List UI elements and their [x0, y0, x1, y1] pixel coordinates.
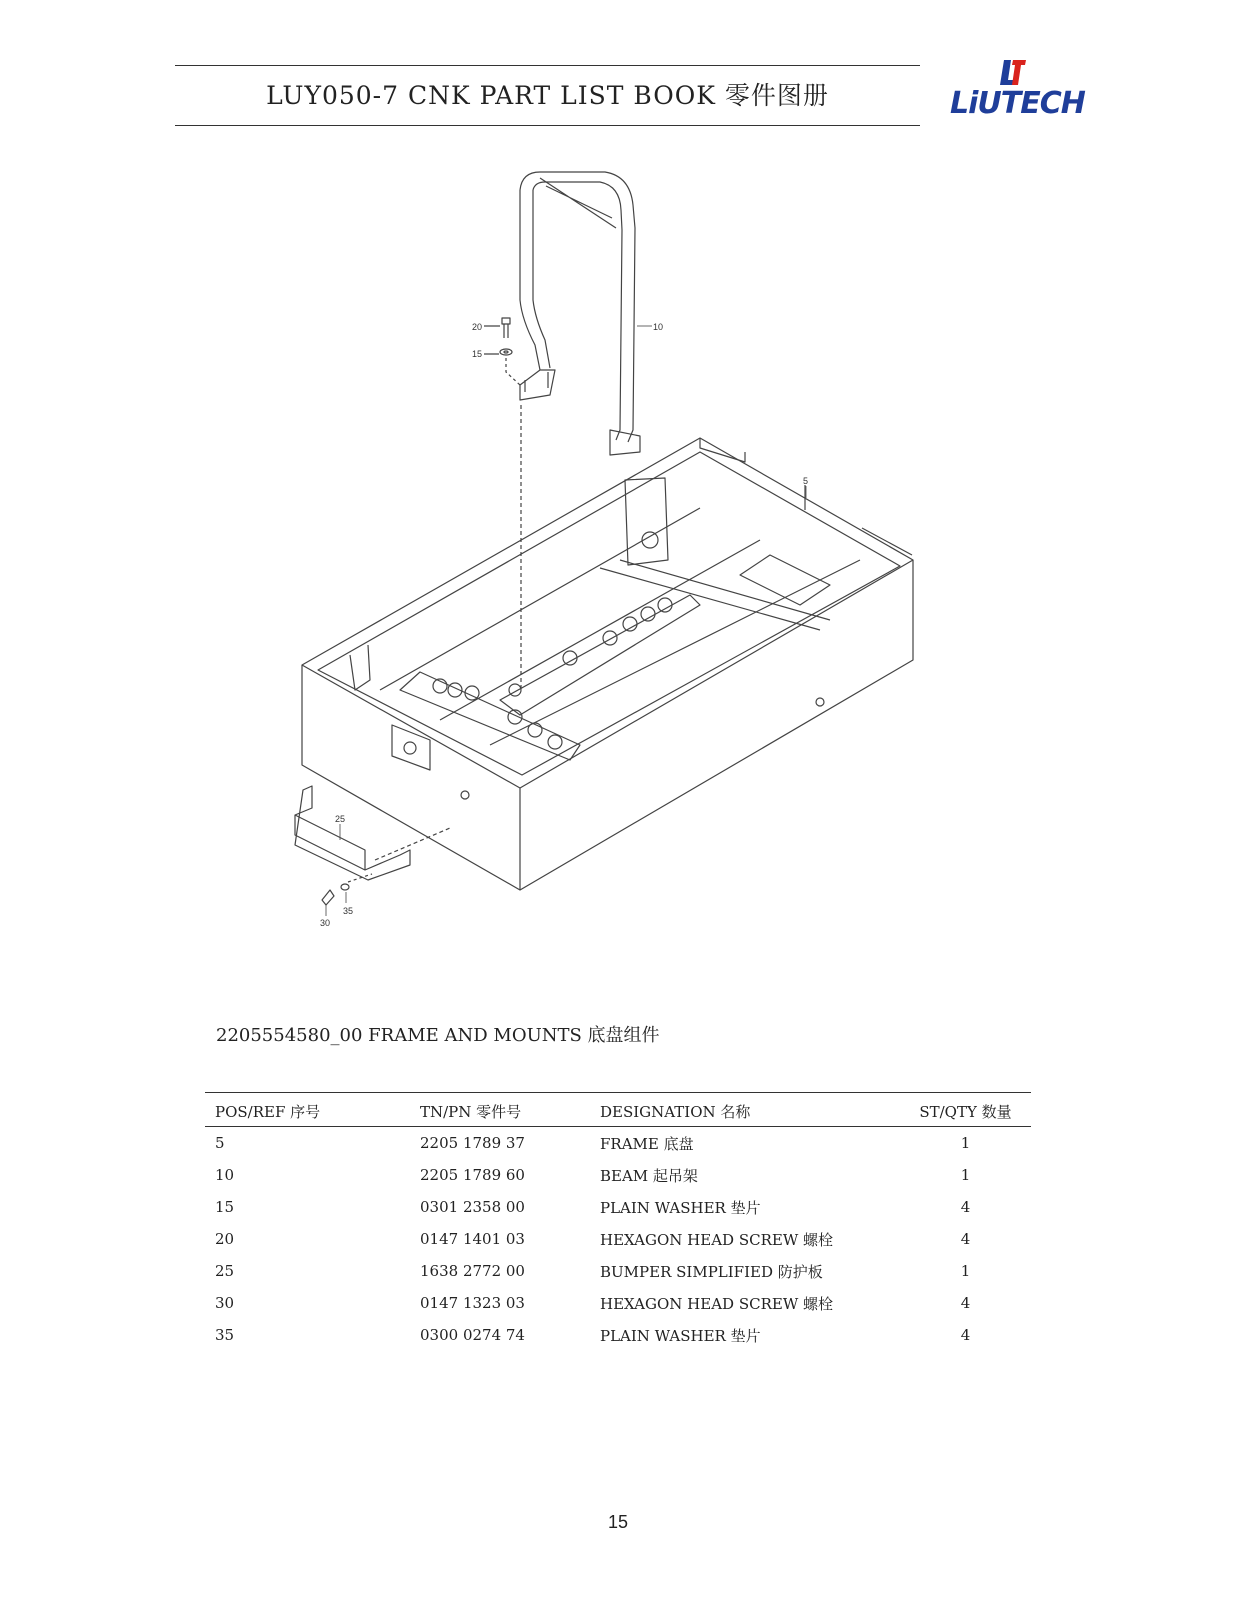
cell-designation: BEAM 起吊架: [600, 1166, 698, 1185]
cell-designation: PLAIN WASHER 垫片: [600, 1326, 761, 1345]
cell-pos: 30: [215, 1294, 235, 1312]
cell-designation: PLAIN WASHER 垫片: [600, 1198, 761, 1217]
cell-quantity: 4: [960, 1198, 971, 1216]
cell-part-number: 0301 2358 00: [420, 1198, 525, 1216]
callout-leaders: [326, 326, 809, 916]
callout-5: 5: [803, 476, 809, 486]
cell-pos: 25: [215, 1262, 235, 1280]
cell-pos: 5: [215, 1134, 225, 1152]
base-frame: [302, 438, 913, 890]
page-number: 15: [607, 1512, 629, 1532]
header-pos-ref: POS/REF 序号: [215, 1103, 321, 1121]
table-row: [205, 1287, 1031, 1319]
callout-15: 15: [472, 349, 483, 359]
header-designation: DESIGNATION 名称: [600, 1103, 751, 1121]
cell-designation: HEXAGON HEAD SCREW 螺栓: [600, 1294, 834, 1313]
page-title: LUY050-7 CNK PART LIST BOOK 零件图册: [266, 81, 829, 110]
cell-part-number: 0147 1323 03: [420, 1294, 525, 1312]
callout-35: 35: [343, 906, 354, 916]
cell-part-number: 1638 2772 00: [420, 1262, 525, 1280]
cell-quantity: 1: [960, 1134, 971, 1152]
cell-part-number: 2205 1789 60: [420, 1166, 525, 1184]
cell-pos: 35: [215, 1326, 235, 1344]
cell-pos: 10: [215, 1166, 235, 1184]
lifting-beam: [520, 172, 640, 455]
cell-part-number: 0300 0274 74: [420, 1326, 525, 1344]
header-quantity: ST/QTY 数量: [919, 1103, 1012, 1121]
logo-wordmark: LiUTECH: [950, 86, 1085, 121]
callout-25: 25: [335, 814, 346, 824]
cell-quantity: 4: [960, 1326, 971, 1344]
table-row: [205, 1255, 1031, 1287]
cell-quantity: 1: [960, 1166, 971, 1184]
assembly-title: 2205554580_00 FRAME AND MOUNTS 底盘组件: [216, 1025, 660, 1046]
table-row: [205, 1127, 1031, 1160]
table-row: [205, 1319, 1031, 1351]
callout-10: 10: [653, 322, 664, 332]
cell-quantity: 1: [960, 1262, 971, 1280]
header-part-number: TN/PN 零件号: [420, 1103, 522, 1121]
cell-quantity: 4: [960, 1294, 971, 1312]
callout-20: 20: [472, 322, 483, 332]
plate-holes: [433, 598, 672, 749]
cell-designation: HEXAGON HEAD SCREW 螺栓: [600, 1230, 834, 1249]
table-row: [205, 1191, 1031, 1223]
cell-pos: 20: [215, 1230, 235, 1248]
cell-part-number: 2205 1789 37: [420, 1134, 525, 1152]
callout-30: 30: [320, 918, 331, 928]
table-header-row: [205, 1093, 1031, 1127]
cell-part-number: 0147 1401 03: [420, 1230, 525, 1248]
cell-designation: FRAME 底盘: [600, 1134, 694, 1153]
cell-pos: 15: [215, 1198, 235, 1216]
cell-quantity: 4: [960, 1230, 971, 1248]
parts-table: [205, 1093, 1031, 1351]
table-row: [205, 1159, 1031, 1191]
screw-washer-top: [484, 318, 521, 690]
bumper-plate: [295, 786, 450, 905]
cell-designation: BUMPER SIMPLIFIED 防护板: [600, 1262, 823, 1281]
table-row: [205, 1223, 1031, 1255]
